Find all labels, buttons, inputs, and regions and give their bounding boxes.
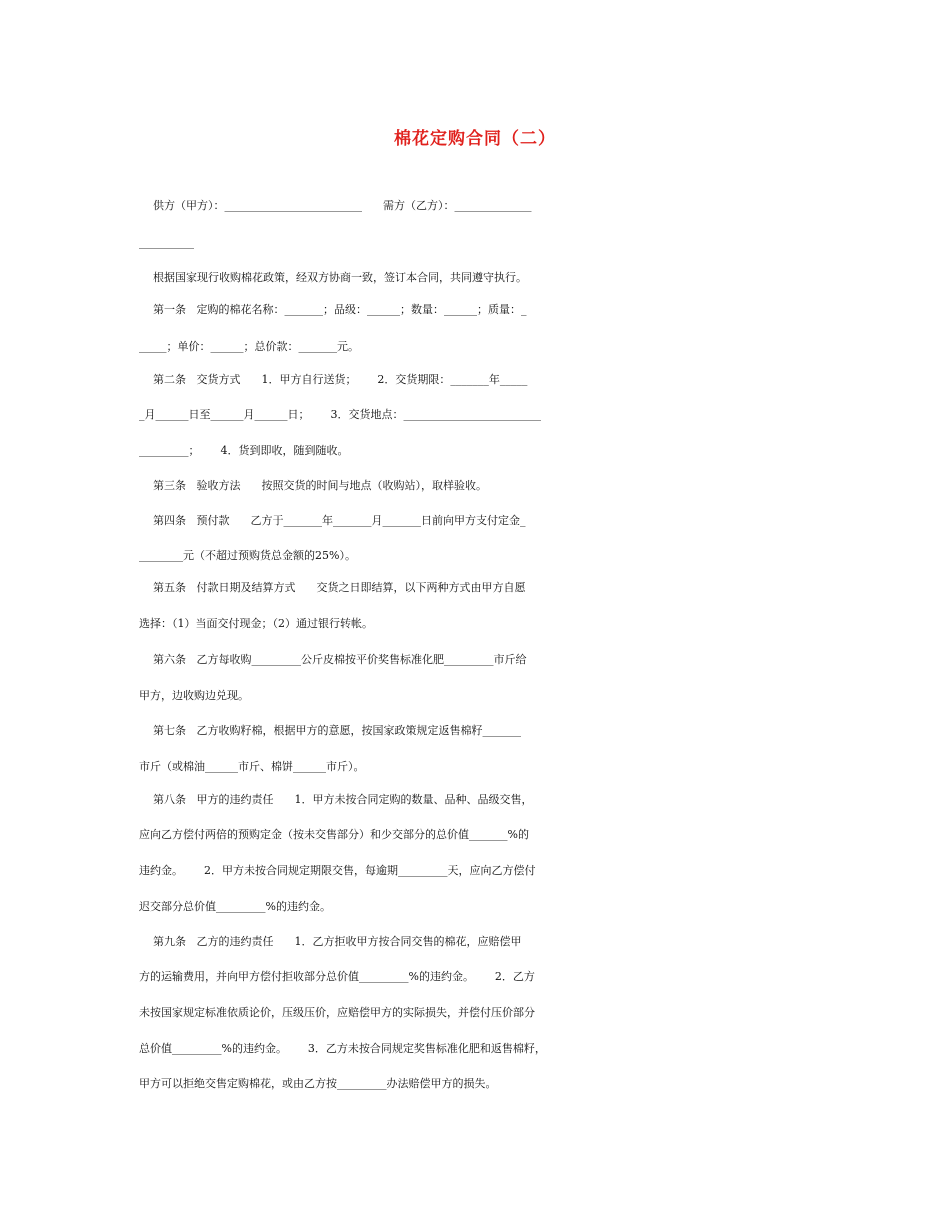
article-2-line-3: _________； 4．货到即收，随到随收。 [139, 444, 349, 457]
article-9-line-1: 第九条 乙方的违约责任 1．乙方拒收甲方按合同交售的棉花，应赔偿甲 [139, 935, 522, 948]
article-4-line-1: 第四条 预付款 乙方于_______年_______月_______日前向甲方支付定金_ [139, 514, 526, 527]
article-4-line-2: ________元（不超过预购货总金额的25%）。 [139, 549, 356, 562]
article-8-line-1: 第八条 甲方的违约责任 1．甲方未按合同定购的数量、品种、品级交售， [139, 793, 533, 806]
article-9-line-2: 方的运输费用，并向甲方偿付拒收部分总价值_________%的违约金。 2．乙方 [139, 970, 535, 983]
document-title: 棉花定购合同（二） [394, 129, 556, 149]
article-6-line-1: 第六条 乙方每收购_________公斤皮棉按平价奖售标准化肥_________市斤给 [139, 653, 527, 666]
article-2-line-2: _月______日至______月______日； 3．交货地点：_________________________ [139, 408, 541, 421]
article-7-line-1: 第七条 乙方收购籽棉，根据甲方的意愿，按国家政策规定返售棉籽_______ [139, 724, 521, 737]
article-8-line-3: 违约金。 2．甲方未按合同规定期限交售，每逾期_________天，应向乙方偿付 [139, 864, 536, 877]
article-2-line-1: 第二条 交货方式 1．甲方自行送货； 2．交货期限：_______年_____ [139, 373, 528, 386]
article-7-line-2: 市斤（或棉油______市斤、棉饼______市斤）。 [139, 760, 365, 773]
article-6-line-2: 甲方，边收购边兑现。 [139, 689, 249, 702]
article-3: 第三条 验收方法 按照交货的时间与地点（收购站），取样验收。 [139, 479, 487, 492]
article-1-line-2: _____；单价：______；总价款：_______元。 [139, 340, 359, 353]
preamble: 根据国家现行收购棉花政策，经双方协商一致，签订本合同，共同遵守执行。 [139, 271, 527, 284]
article-9-line-4: 总价值_________%的违约金。 3．乙方未按合同规定奖售标准化肥和返售棉籽， [139, 1042, 546, 1055]
parties-line: 供方（甲方）：_________________________ 需方（乙方）：______________ [139, 199, 532, 212]
article-8-line-2: 应向乙方偿付两倍的预购定金（按未交售部分）和少交部分的总价值_______%的 [139, 828, 529, 841]
article-9-line-3: 未按国家规定标准依质论价，压级压价，应赔偿甲方的实际损失，并偿付压价部分 [139, 1006, 535, 1019]
parties-line-cont: __________ [139, 236, 194, 249]
article-8-line-4: 迟交部分总价值_________%的违约金。 [139, 900, 331, 913]
article-5-line-2: 选择：（1）当面交付现金；（2）通过银行转帐。 [139, 617, 373, 630]
article-1-line-1: 第一条 定购的棉花名称：_______；品级：______；数量：______；质量：_ [139, 303, 527, 316]
article-9-line-5: 甲方可以拒绝交售定购棉花，或由乙方按_________办法赔偿甲方的损失。 [139, 1077, 497, 1090]
article-5-line-1: 第五条 付款日期及结算方式 交货之日即结算，以下两种方式由甲方自愿 [139, 581, 526, 594]
